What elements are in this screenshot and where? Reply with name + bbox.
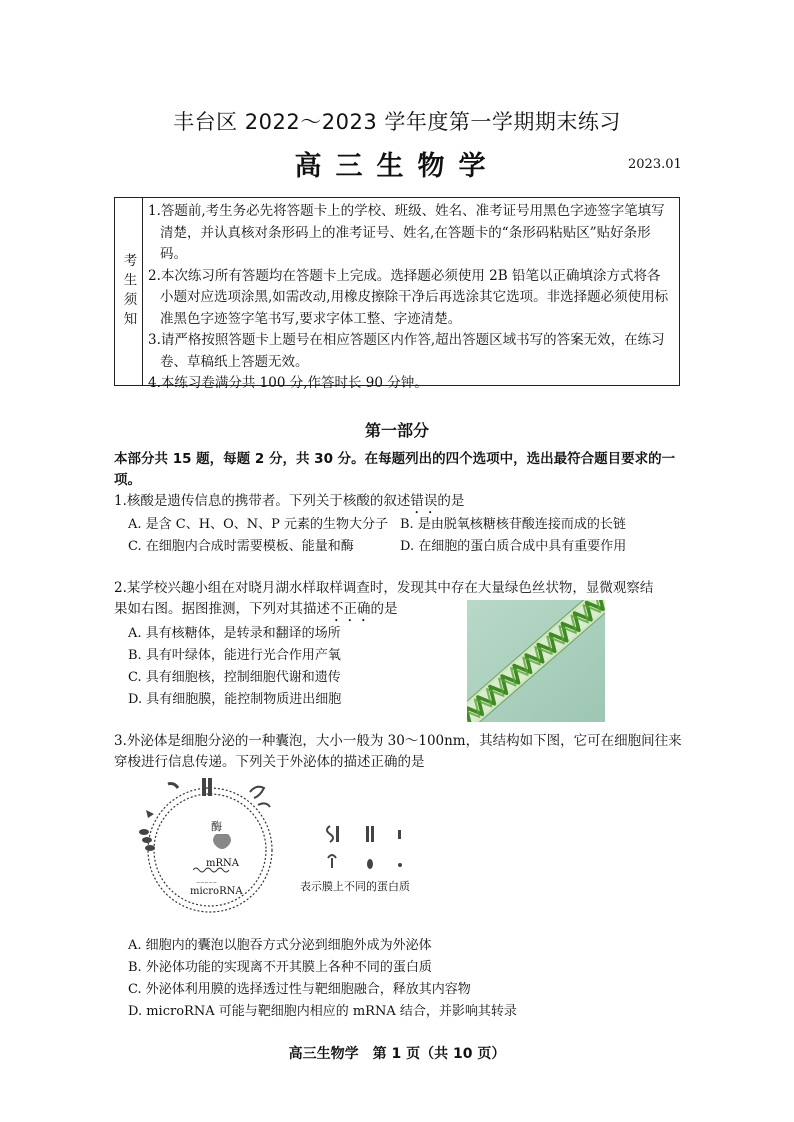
notice-label-cell: [115, 198, 143, 385]
question-1-option-d[interactable]: D. 在细胞的蛋白质合成中具有重要作用: [400, 539, 627, 554]
question-2-option-b[interactable]: B. 具有叶绿体，能进行光合作用产氧: [128, 648, 341, 663]
question-2-stem-line-2: [114, 599, 464, 625]
question-1-option-c[interactable]: C. 在细胞内合成时需要模板、能量和酶: [128, 539, 354, 554]
question-3-option-d[interactable]: D. microRNA 可能与靶细胞内相应的 mRNA 结合，并影响其转录: [128, 1004, 517, 1019]
question-1-option-a[interactable]: A. 是含 C、H、O、N、P 元素的生物大分子: [128, 517, 388, 532]
question-1-option-b[interactable]: B. 是由脱氧核糖核苷酸连接而成的长链: [400, 517, 626, 532]
enzyme-label: 酶: [211, 820, 222, 833]
notice-label: 考生须知: [120, 252, 137, 331]
question-2-stem-line-1: 2.某学校兴趣小组在对晓月湖水样取样调查时，发现其中存在大量绿色丝状物，显微观察结: [114, 580, 654, 596]
notice-item: 1.答题前,考生务必先将答题卡上的学校、班级、姓名、准考证号用黑色字迹签字笔填写清楚，并认真核对条形码上的准考证号、姓名,在答题卡的“条形码粘贴区”贴好条形码。: [148, 203, 665, 262]
section-heading: 第一部分: [364, 421, 429, 440]
exam-title: 丰台区 2022～2023 学年度第一学期期末练习: [173, 110, 621, 134]
notice-item: 2.本次练习所有答题均在答题卡上完成。选择题必须使用 2B 铅笔以正确填涂方式将各小题对应选项涂黑,如需改动,用橡皮擦除干净后再选涂其它选项。非选择题必须使用标准黑色字迹签字笔书写,要求字体工整、字迹清楚。: [148, 267, 669, 327]
exosome-diagram: [130, 770, 300, 920]
question-2-option-d[interactable]: D. 具有细胞膜，能控制物质进出细胞: [128, 692, 342, 707]
question-2-option-a[interactable]: A. 具有核糖体，是转录和翻译的场所: [128, 626, 341, 641]
question-stem-text: 1.核酸是遗传信息的携带者。下列关于核酸的叙述: [114, 493, 411, 509]
emphasis-text: 不正确: [330, 601, 371, 617]
question-3-option-b[interactable]: B. 外泌体功能的实现离不开其膜上各种不同的蛋白质: [128, 960, 432, 975]
filament-illustration: [467, 600, 605, 722]
protein-legend-icons: [322, 822, 412, 877]
question-3-stem-line-2: 穿梭进行信息传递。下列关于外泌体的描述正确的是: [114, 754, 425, 770]
notice-item: 3.请严格按照答题卡上题号在相应答题区内作答,超出答题区域书写的答案无效，在练习卷、草稿纸上答题无效。: [148, 332, 665, 370]
emphasis-text: 错误: [410, 493, 438, 509]
microrna-strand-icon: ~~~~~: [196, 880, 217, 886]
page-footer: 高三生物学 第 1 页（共 10 页）: [288, 1046, 506, 1062]
exam-date: 2023.01: [628, 157, 682, 172]
question-2-option-c[interactable]: C. 具有细胞核，控制细胞代谢和遗传: [128, 670, 341, 685]
question-3-option-a[interactable]: A. 细胞内的囊泡以胞吞方式分泌到细胞外成为外泌体: [128, 938, 432, 953]
microrna-label: microRNA: [190, 886, 243, 897]
question-3-option-c[interactable]: C. 外泌体利用膜的选择透过性与靶细胞融合，释放其内容物: [128, 982, 471, 997]
question-stem-text: 的是: [370, 601, 398, 617]
mrna-strand-icon: [193, 866, 233, 874]
exam-subject: 高三生物学: [294, 151, 500, 182]
mrna-label: mRNA: [206, 858, 239, 869]
notice-item: 4.本练习卷满分共 100 分,作答时长 90 分钟。: [148, 375, 428, 391]
protein-legend-caption: 表示膜上不同的蛋白质: [300, 880, 410, 893]
notice-items: [148, 201, 673, 395]
section-instructions: 本部分共 15 题，每题 2 分，共 30 分。在每题列出的四个选项中，选出最符合题目要求的一项。: [114, 451, 676, 488]
candidate-notice-box: [114, 197, 680, 391]
question-stem-text: 的是: [437, 493, 465, 509]
question-stem-text: 果如右图。据图推测，下列对其描述: [114, 601, 330, 617]
question-3-stem-line-1: 3.外泌体是细胞分泌的一种囊泡，大小一般为 30～100nm，其结构如下图，它可在细胞间往来: [114, 733, 682, 749]
algae-micrograph-image: [467, 600, 605, 722]
